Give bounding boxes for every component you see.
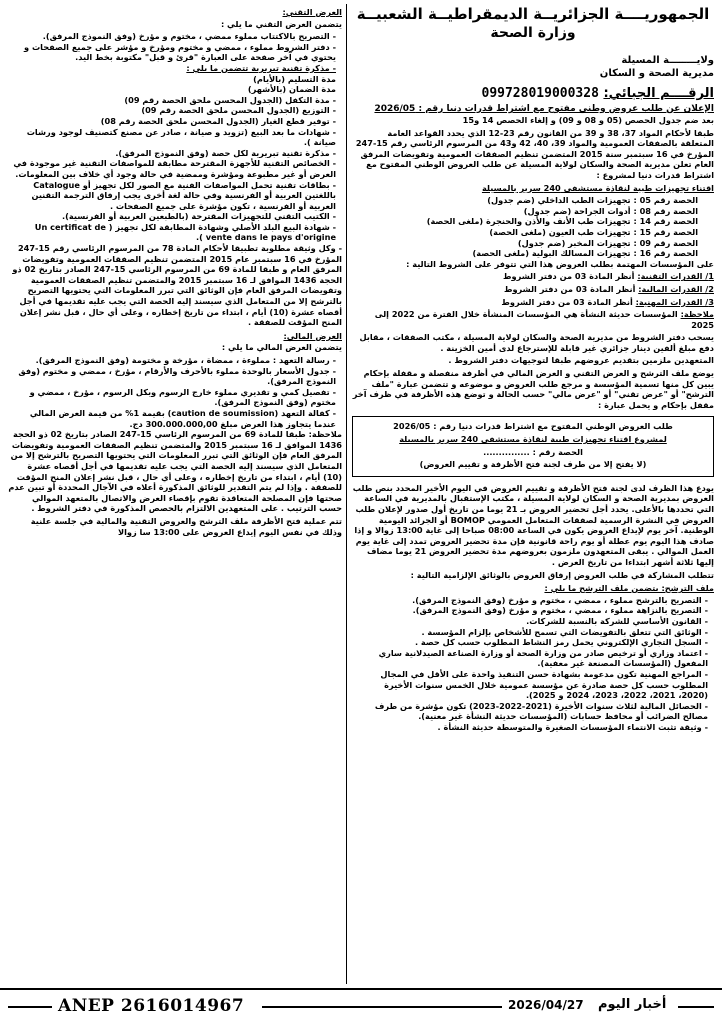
ministry-heading: وزارة الصحة: [490, 25, 576, 41]
capacity-professional: [352, 297, 714, 308]
anep-reference: ANEP 2616014967: [58, 996, 245, 1016]
financial-offer-intro: يتضمن العرض المالي ما يلي :: [221, 342, 342, 353]
list-item: - بطاقات تقنية تحمل المواصفات الفنية مع الصور لكل تجهيز أو Catalogue باللغتين العربية أو الفرنسية وفي حالة لغة أخرى يجب إرفاق الترجمة التقنين العربية أو الفرنسية ، تكون مؤشرة على جميع الصفحات .: [31, 179, 336, 211]
technical-list-2: [8, 148, 342, 243]
list-item: - جدول الأسعار بالوحدة مملوء بالأحرف والأرقام ، مؤرخ ، ممضي و مختوم (وفق النموذج المرفق).: [18, 365, 336, 387]
financial-list: [8, 355, 342, 429]
lot-item: الحصة رقم 08 : أدوات الجراحة (ضم جدول): [523, 205, 698, 216]
candidature-list: [352, 595, 714, 733]
list-item: - الوثائق التي تتعلق بالتفويضات التي تسمح للأشخاص بإلزام المؤسسة .: [421, 626, 708, 637]
list-item: - السجل التجاري الإلكتروني يحمل رمز النشاط المطلوب حسب كل حصة .: [414, 637, 708, 648]
list-item: - مذكرة تقنية تبريرية لكل حصة (وفق النموذج المرفق).: [115, 147, 336, 158]
capacity-label: 2/ القدرات المالية:: [638, 283, 714, 294]
lots-list: [352, 195, 714, 259]
bidders-paragraph: المتعهدين ملزمين بتقديم عروضهم طبقا لتوجيهات دفتر الشروط .: [448, 355, 714, 366]
list-item: - التوزيع (الجدول المحسن ملحق الحصة رقم 09): [141, 105, 336, 116]
list-item: - التصريح بالاكتتاب مملوء ممضي ، مختوم و مؤرخ (وفق النموذج المرفق).: [42, 31, 336, 42]
list-item: - وثيقة تثبت الانتماء المؤسسات الصغيرة والمتوسطة حديثة النشأة .: [437, 721, 708, 732]
capacity-text: أنظر المادة 03 من دفتر الشروط: [503, 283, 636, 294]
directorate-name: مديرية الصحة و السكان: [599, 68, 714, 79]
lot-item: الحصة رقم 14 : تجهيزات طب الأنف والأذن والحنجرة (ملغى الحصة): [426, 216, 698, 227]
capacity-text: أنظر المادة 03 من دفتر الشروط: [501, 296, 633, 307]
list-item: مدة الضمان (بالأشهر): [247, 84, 336, 95]
list-item: - دفتر الشروط مملوء ، ممضي و مختوم ومؤرخ و مؤشر على جميع الصفحات و يحتوي في آخر صفحة على العبارة "قرئ و قبل" مكتوبة بخط اليد.: [24, 41, 336, 63]
page-footer: [0, 988, 722, 1024]
list-item: - اعتماد وزاري أو ترخيص صادر من وزارة الصحة أو وزارة الصناعة الصيدلانية ساري المفعول (المؤسسات المصنعة غير معفية).: [378, 647, 708, 669]
announcement-subtitle: بعد ضم جدول الحصص (05 و 08 و 09) و إلغاء الحصص 14 و15: [462, 115, 714, 125]
note: [352, 309, 714, 330]
footer-rule: [678, 1006, 714, 1008]
footer-rule: [8, 1006, 52, 1008]
withdraw-paragraph: يسحب دفتر الشروط من مديرية الصحة والسكان لولاية المسيلة ، مكتب الصفقات ، مقابل دفع مبلغ ألفين دينار جزائري غير قابلة للإسترجاع لدى أمين الخزينة .: [359, 332, 714, 353]
footer-rule: [262, 1006, 502, 1008]
list-item: - مدة التكفل (الجدول المحسن ملحق الحصة رقم 09): [124, 94, 336, 105]
box-line: طلب العروض الوطني المفتوح مع اشتراط قدرات دنيا رقم : 2026/05: [393, 421, 673, 432]
list-item: - رسالة التعهد : مملوءة ، ممضاة ، مؤرخة و مختومة (وفق النموذج المرفق).: [35, 355, 336, 365]
capacity-text: أنظر المادة 03 من دفتر الشروط: [503, 271, 635, 282]
capacity-label: 3/ القدرات المهنية:: [635, 296, 714, 307]
announcement-title: الإعلان عن طلب عروض وطني مفتوح مع اشتراط قدرات دنيا رقم : 2026/05: [374, 104, 714, 114]
envelopes-paragraph: يوضع ملف الترشح و العرض التقني و العرض المالي في أظرفة منفصلة و مقفلة بإحكام يبين كل منها تسمية المؤسسة و مرجع طلب العروض و موضوعه و تتضمن عبارة "ملف الترشح" أو "عرض تقني" أو "عرض مالي" حسب الحالة و توضع هذه الأظرفة في ظرف آخر مقفل بإحكام و يحمل عبارة :: [352, 368, 714, 410]
lot-item: الحصة رقم 05 : تجهيزات الطب الداخلي (ضم جدول): [487, 195, 698, 206]
technical-note: - وكل وثيقة مطلوبة تطبيقا لأحكام المادة 78 من المرسوم الرئاسي رقم 15-247 المؤرخ في 16 سبتمبر عام 2015 المتضمن تنظيم الصفقات العمومية وتفويضات المرفق العام و طبقا للمادة 69 من المرسوم الرئاسي 15-247 الصادر بتاريخ 02 ذو الحجة 1436 الموافق لـ 16 سبتمبر 2015 والمتضمن تنظيم الصفقات العمومية وتفويضات المرفق العام فإن الوثائق التي تبرر المعلومات التي يحتويها التصريح بالترشح إلا من المتعامل الذي سيسند إليه الحصة التي يجب عليه تقديمها في أجل أقصاه عشرة (10) أيام ، ابتداء من تاريخ إخطاره ، وعلى أي حال ، قبل نشر إعلان المنح المؤقت للصفقة .: [12, 243, 342, 328]
note-text: المؤسسات حديثة النشأة هي المؤسسات المنشأة خلال الفترة من 2022 إلى 2025: [374, 309, 714, 330]
list-item: - الحصائل المالية لثلاث سنوات الأخيرة (2021-2022-2023) تكون مؤشرة من طرف مصالح الضرائب أو محافظ حسابات (المؤسسات حديثة النشأة غير معنية).: [374, 700, 708, 722]
list-item: - مذكرة تقنية تبريرية تتضمن ما يلي :: [186, 62, 336, 73]
list-item: - شهادة البيع البلد الأصلي وشهادة المطابقة لكل تجهيز ( Un certificat de vente dans le pays d'origine ).: [34, 221, 336, 243]
deposit-paragraph: يودع هذا الظرف لدى لجنة فتح الأظرفة و تقييم العروض في اليوم الأخير المحدد بنص طلب العروض بمديرية الصحة و السكان لولاية المسيلة ، مكتب الإستقبال بالمديرية في الساعة التي تحددها بالأعلى. يحدد أجل تحضير العروض بـ 21 يوما من تاريخ أول صدور لإعلان طلب العروض في النشرة الرسمية لصفقات المتعامل العمومي BOMOP أو الجرائد اليومية الوطنية. آخر يوم لإيداع العروض يكون في الساعة 08:00 صباحا إلى غاية 13:00 زوالا و إذا صادف هذا اليوم يوم عطلة أو يوم راحة قانونية فإن مدة تحضير العروض تمدد إلى غاية يوم العمل الموالي . يبقى المتعهدون ملزمون بعروضهم مدة تحضير العروض 21 يوما مضاف إليها ثلاثة أشهر ابتداءا من تاريخ العرض .: [352, 482, 714, 567]
list-item: - شهادات ما بعد البيع (تزويد و صيانة ، صادر عن مصنع كتصنيف لوجود ورشات صيانة ).: [26, 126, 336, 148]
capacity-label: 1/ القدرات التقنية:: [637, 271, 714, 282]
note-label: ملاحظة:: [680, 309, 714, 320]
envelope-label-box: [352, 416, 714, 476]
list-item: - الكتيب التقني للتجهيزات المقترحة (بالطبعين العربية أو الفرنسية).: [62, 211, 336, 222]
technical-offer-heading: العرض التقني:: [282, 7, 342, 17]
list-item: - توفير قطع الغيار (الجدول المحسن ملحق الحصة رقم 08): [100, 115, 336, 126]
publication-date: 2026/04/27: [508, 998, 584, 1012]
box-lot: الحصة رقم : ...............: [483, 446, 583, 457]
legal-basis: طبقا لأحكام المواد 37، 38 و 39 من القانون رقم 23-12 الذي يحدد القواعد العامة المتعلقة بالصفقات العمومية والمواد 39، 40، 42 و43 من المرسوم الرئاسي رقم 15-247 المؤرخ في 16 سبتمبر سنة 2015 المتضمن تنظيم الصفقات العمومية وتفويضات المرفق العام تعلن مديرية الصحة والسكان لولاية المسيلة عن طلب العروض الوطني المفتوح مع اشتراط قدرات دنيا لمشروع :: [355, 127, 714, 180]
financial-offer-heading: العرض المالي:: [283, 330, 342, 341]
lot-item: الحصة رقم 16 : تجهيزات المسالك البولية (ملغى الحصة): [472, 248, 698, 259]
technical-offer-intro: يتضمن العرض التقني ما يلي :: [220, 18, 342, 29]
list-item: - كفالة التعهد (caution de soumission) بقيمة 1% من قيمة العرض المالي عندما يتجاوز هذا العرض مبلغ 300.000.000,00 دج.: [29, 407, 336, 429]
right-column: [352, 4, 714, 732]
eligibility-intro: على المؤسسات المهتمة بطلب العروض هذا التي تتوفر على الشروط التالية :: [406, 258, 714, 269]
list-item: - القانون الأساسي للشركة بالنسبة للشركات.: [526, 615, 708, 626]
technical-list: [8, 31, 342, 73]
lot-item: الحصة رقم 15 : تجهيزات طب العيون (ملغى الحصة): [489, 226, 698, 237]
left-column: [8, 4, 342, 539]
column-divider: [346, 4, 347, 984]
project-name: اقتناء تجهيزات طبية لنقاذة مستشفى 240 سرير بالمسيلة: [481, 182, 714, 193]
tax-number-line: [352, 86, 714, 102]
file-contents-intro: تتطلب المشاركة في طلب العروض إرفاق العروض بالوثائق الإلزامية التالية :: [410, 569, 714, 580]
box-line: لمشروع اقتناء تجهيزات طبية لنقاذة مستشفى 240 سرير بالمسيلة: [399, 434, 667, 445]
box-note: (لا يفتح إلا من طرف لجنة فتح الأظرفة و تقييم العروض): [419, 459, 647, 470]
capacity-financial: [352, 284, 714, 295]
republic-heading: الجمهوريــــة الجزائريــة الديمقراطيــة الشعبيــة: [356, 5, 710, 23]
technical-sub-list: [8, 74, 342, 148]
list-item: - تفصيل كمي و تقديري مملوء خارج الرسوم وبكل الرسوم ، مؤرخ ، ممضي و مختوم (وفق النموذج المرفق).: [29, 386, 336, 408]
closing-paragraph: تتم عملية فتح الأظرفة ملف الترشح والعروض التقنية والمالية في جلسة علنية وذلك في نفس اليوم إيداع العروض على 13:00 سا زوالا: [30, 515, 342, 537]
list-item: - الخصائص التقنية للأجهزة المقترحة مطابقة للمواصفات التقنية غير موجودة في العرض أو غير مطبوعة ومؤشرة وممضية في حالة وجود أي خلاف بين المعلومات.: [13, 158, 336, 179]
tax-number-label: الرقــــم الجبائي:: [603, 86, 714, 101]
list-item: - التصريح بالنزاهة مملوء ، ممضي ، مختوم و مؤرخ (وفق النموذج المرفق).: [412, 605, 708, 616]
list-item: - المراجع المهنية تكون مدعومة بشهادة حسن التنفيذ واحدة على الأقل في المجال المطلوب حسب كل حصة صادرة عن مؤسسة عمومية خلال الخمس سنوات الأخيرة (2020، 2021، 2022، 2023، 2024 و 2025).: [380, 668, 708, 701]
lot-item: الحصة رقم 09 : تجهيزات المخبر (ضم جدول): [517, 237, 698, 248]
financial-note: ملاحظة: طبقا للمادة 69 من المرسوم الرئاسي 15-247 الصادر بتاريخ 02 ذو الحجة 1436 الموافق لـ 16 سبتمبر 2015 والمتضمن تنظيم الصفقات العمومية وتفويضات المرفق العام فإن الوثائق التي تبرر المعلومات التي يحتويها التصريح بالترشح إلا من المتعامل الذي سيسند إليه الحصة التي يجب عليه تقديمها في أجل أقصاه عشرة (10) أيام ، ابتداء من تاريخ إخطاره ، وعلى أي حال ، قبل نشر إعلان المنح المؤقت للصفقة . وإذا لم يتم التقدير للوثائق المذكورة أعلاه في الآجال المحددة أو تبين عدم صحتها فإن المصلحة المتعاقدة تقوم بإقصاء العرض والاتصال بالمتعهد الموالي حسب الترتيب . على المتعهدين الالتزام بالحصص المذكورة في دفتر الشروط .: [8, 429, 342, 514]
capacity-technical: [352, 271, 714, 282]
tax-number: 099728019000328: [481, 86, 599, 101]
candidature-heading: ملف الترشح: يتضمن ملف الترشح ما يلي :: [544, 583, 714, 594]
list-item: مدة التسليم (بالأيام): [253, 73, 336, 84]
newspaper-name: أخبار اليوم: [598, 997, 667, 1012]
list-item: - التصريح بالترشح مملوء ، ممضي ، مختوم و مؤرخ (وفق النموذج المرفق).: [412, 594, 708, 605]
wilaya-name: ولايــــــــة المسيلة: [621, 55, 714, 66]
